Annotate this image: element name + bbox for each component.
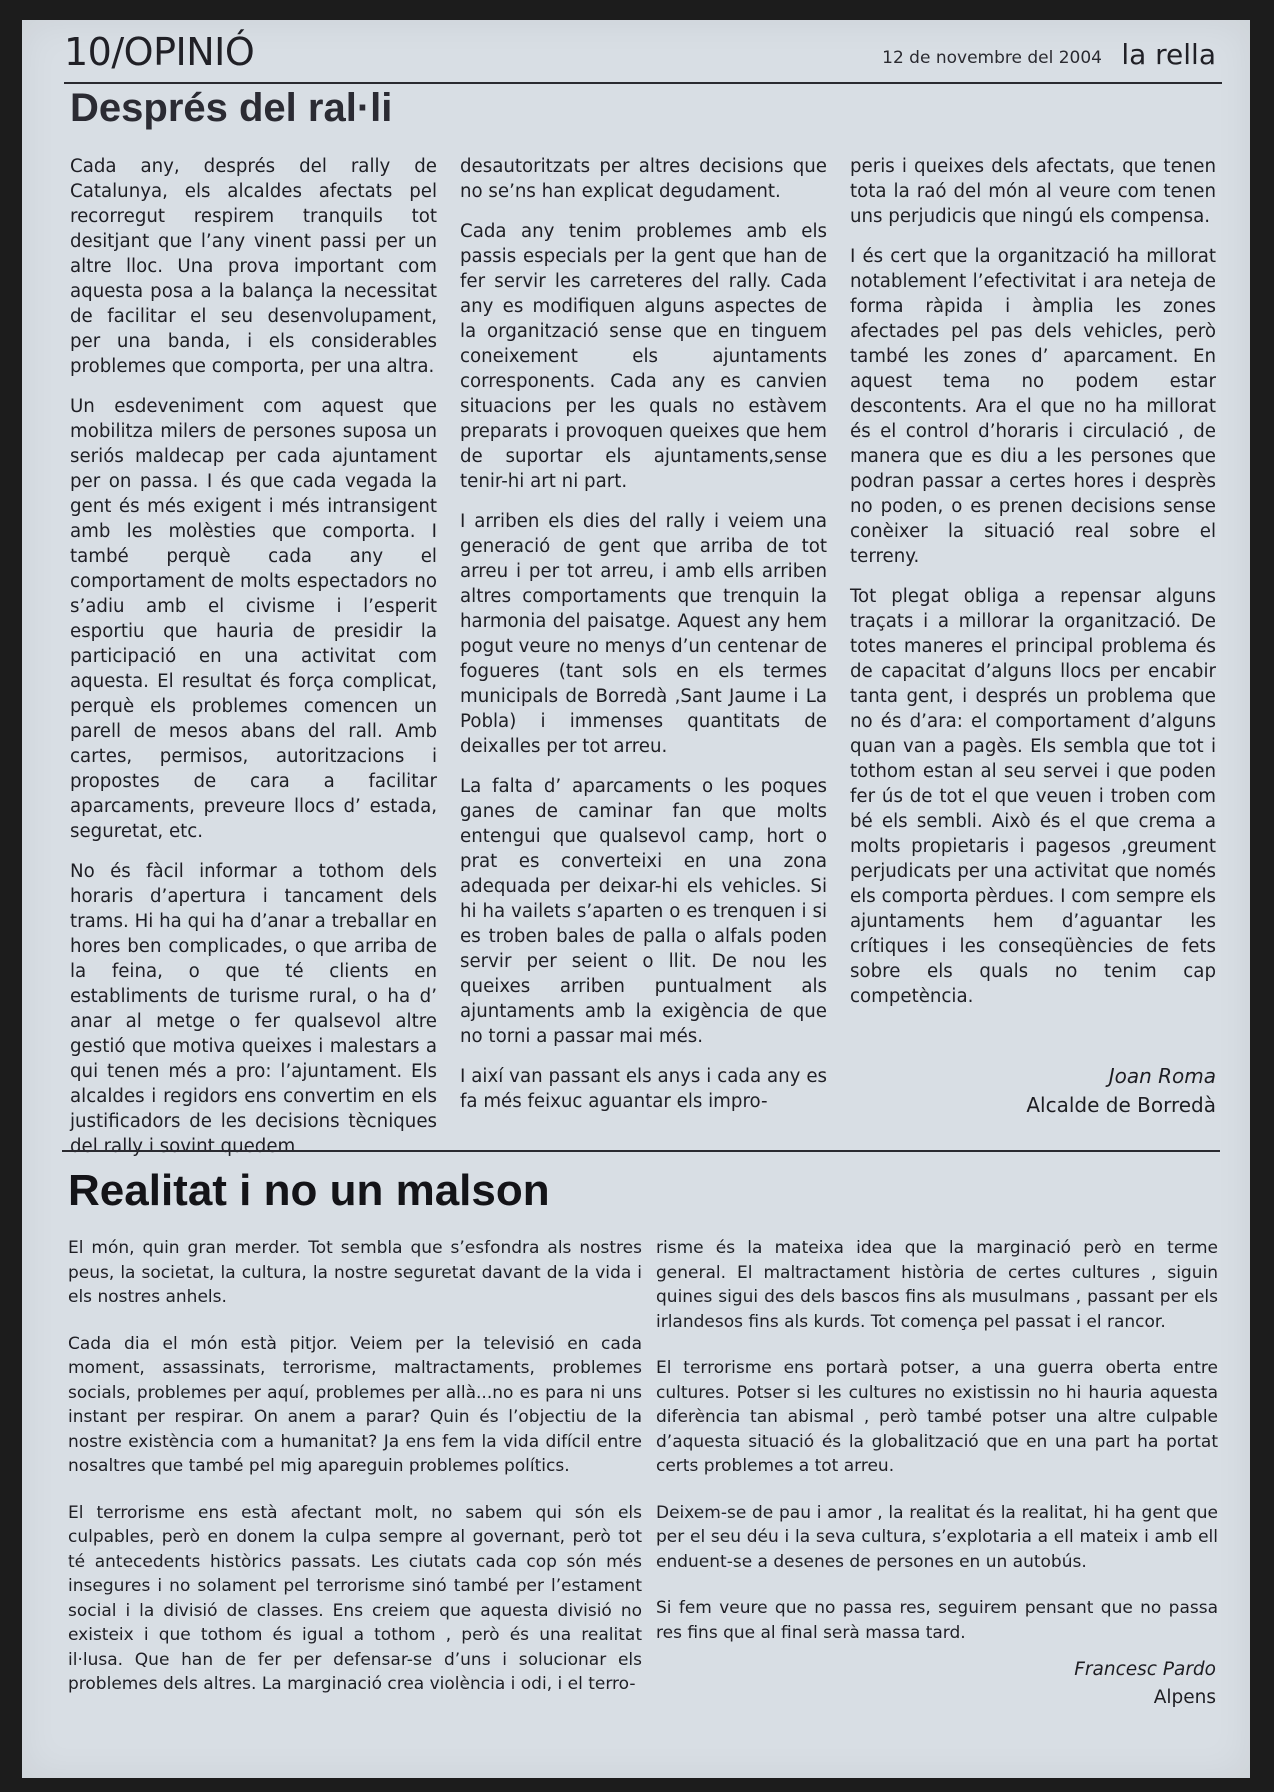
article-1-column-2 [460,154,827,1129]
paragraph: El terrorisme ens està afectant molt, no sabem qui són els culpables, però en donem la culpa sempre al governant, però tot té antecedents històrics passats. Les ciutats cada cop són més insegures i no solament pel terrorisme sinó també per l’estament social i la divisió de classes. Ens creiem que aquesta divisió no existeix i que tothom és igual a tothom , però és una realitat il·lusa. Que han de fer per defensar-se d’uns i solucionar els problemes dels altres. La marginació crea violència i odi, i el terro- [68,1502,642,1694]
author-place: Alpens [1153,1687,1216,1708]
article-2-signature [1074,1656,1216,1712]
paragraph: Si fem veure que no passa res, seguirem pensant que no passa res fins que al final serà massa tard. [656,1598,1218,1643]
paragraph: La falta d’ aparcaments o les poques ganes de caminar fan que molts entengui que qualsevol camp, hort o prat es converteixi en una zona adequada per deixar-hi els vehicles. Si hi ha vailets s’aparten o es trenquen i si es troben bales de palla o alfals poden servir per seient o llit. De nou les queixes arriben puntualment als ajuntaments amb la exigència de que no torni a passar mai més. [460,776,827,1047]
newspaper-name: la rella [1121,38,1216,71]
section-label: 10/OPINIÓ [64,30,255,74]
paragraph: Cada any, després del rally de Catalunya, els alcaldes afectats pel recorregut respirem tranquils tot desitjant que l’any vinent passi per un altre lloc. Una prova important com aquesta posa a la balança la necessitat de facilitar el seu desenvolupament, per una banda, i els considerables problemes que comporta, per una altra. [70,156,437,377]
paragraph: Tot plegat obliga a repensar alguns traçats i a millorar la organització. De totes maneres el principal problema és de capacitat d’alguns llocs per encabir tanta gent, i després un problema que no és d’ara: el comportament d’alguns quan van a pagès. Els sembla que tot i tothom estan al seu servei i que poden fer ús de tot el que veuen i troben com bé els sembli. Això és el que crema a molts propietaris i pagesos ,greument perjudicats per una activitat que només els comporta pèrdues. I com sempre els ajuntaments hem d’aguantar les crítiques i les conseqüències de fets sobre els quals no tenim cap competència. [850,586,1216,1007]
article-2-column-1 [68,1236,642,1719]
article-1-title: Després del ral·li [70,86,393,130]
paragraph: El món, quin gran merder. Tot sembla que s’esfondra als nostres peus, la societat, la cultura, la nostre seguretat davant de la vida i els nostres anhels. [68,1238,642,1307]
paragraph: Cada any tenim problemes amb els passis especials per la gent que han de fer servir les carreteres del rally. Cada any es modifiquen alguns aspectes de la organització sense que en tinguem coneixement els ajuntaments corresponents. Cada any es canvien situacions per les quals no estàvem preparats i provoquen queixes que hem de suportar els ajuntaments,sense tenir-hi art ni part. [460,221,827,492]
section-divider [62,1150,1220,1152]
paragraph: Cada dia el món està pitjor. Veiem per la televisió en cada moment, assassinats, terrorisme, maltractaments, problemes socials, problemes per aquí, problemes per allà...no es para ni uns instant per respirar. On anem a parar? Quin és l’objectiu de la nostre existència com a humanitat? Ja ens fem la vida difícil entre nosaltres que també pel mig apareguin problemes polítics. [68,1333,642,1476]
paragraph: I és cert que la organització ha millorat notablement l’efectivitat i ara neteja de forma ràpida i àmplia les zones afectades pel pas dels vehicles, però també les zones d’ aparcament. En aquest tema no podem estar descontents. Ara el que no ha millorat és el control d’horaris i circulació , de manera que es diu a les persones que podran passar a certes hores i desprès no poden, o es prenen decisions sense conèixer la situació real sobre el terreny. [850,246,1216,567]
paragraph: risme és la mateixa idea que la marginació però en terme general. El maltractament història de certes cultures , siguin quines sigui des dels bascos fins als musulmans , passant per els irlandesos fins als kurds. Tot comença pel passat i el rancor. [656,1238,1218,1332]
masthead [64,26,1222,84]
article-1-column-3 [850,154,1216,1024]
paragraph: Un esdeveniment com aquest que mobilitza milers de persones suposa un seriós maldecap per cada ajuntament per on passa. I és que cada vegada la gent és més exigent i més intransigent amb les molèsties que comporta. I també perquè cada any el comportament de molts espectadors no s’adiu amb el civisme i l’esperit esportiu que hauria de presidir la participació en una activitat com aquesta. El resultat és força complicat, perquè els problemes comencen un parell de mesos abans del rall. Amb cartes, permisos, autoritzacions i propostes de cara a facilitar aparcaments, preveure llocs d’ estada, seguretat, etc. [70,396,437,842]
paragraph: No és fàcil informar a tothom dels horaris d’apertura i tancament dels trams. Hi ha qui ha d’anar a treballar en hores ben complicades, o que arriba de la feina, o que té clients en establiments de turisme rural, o ha d’ anar al metge o fer qualsevol altre gestió que motiva queixes i malestars a qui tenen més a pro: l’ajuntament. Els alcaldes i regidors ens convertim en els justificadors de les decisions tècniques del rally i sovint quedem [70,861,437,1157]
newspaper-page [22,20,1250,1778]
article-2-column-2 [656,1236,1218,1667]
article-2-title: Realitat i no un malson [68,1166,550,1215]
paragraph: Deixem-se de pau i amor , la realitat és la realitat, hi ha gent que per el seu déu i la seva cultura, s’explotaria a ell mateix i amb ell enduent-se a desenes de persones en un autobús. [656,1502,1218,1572]
article-1-column-1 [70,154,437,1174]
issue-date: 12 de novembre del 2004 [882,48,1102,68]
author-role: Alcalde de Borredà [1026,1093,1216,1117]
paragraph: I arriben els dies del rally i veiem una generació de gent que arriba de tot arreu i per tot arreu, i amb ells arriben altres comportaments que trenquin la harmonia del paisatge. Aquest any hem pogut veure no menys d’un centenar de fogueres (tant sols en els termes municipals de Borredà ,Sant Jaume i La Pobla) i immenses quantitats de deixalles per tot arreu. [460,511,827,757]
paragraph: desautoritzats per altres decisions que no se’ns han explicat degudament. [460,156,827,202]
article-1-signature [1026,1062,1216,1120]
author-name: Francesc Pardo [1074,1659,1216,1680]
author-name: Joan Roma [1108,1064,1216,1088]
paragraph: I així van passant els anys i cada any es fa més feixuc aguantar els impro- [460,1066,827,1112]
paragraph: El terrorisme ens portarà potser, a una guerra oberta entre cultures. Potser si les cultures no existissin no hi hauria aquesta diferència tan abismal , però també potser una altre culpable d’aquesta situació és la globalització que en una part ha portat certs problemes a tot arreu. [656,1358,1218,1476]
paragraph: peris i queixes dels afectats, que tenen tota la raó del món al veure com tenen uns perjudicis que ningú els compensa. [850,156,1216,227]
